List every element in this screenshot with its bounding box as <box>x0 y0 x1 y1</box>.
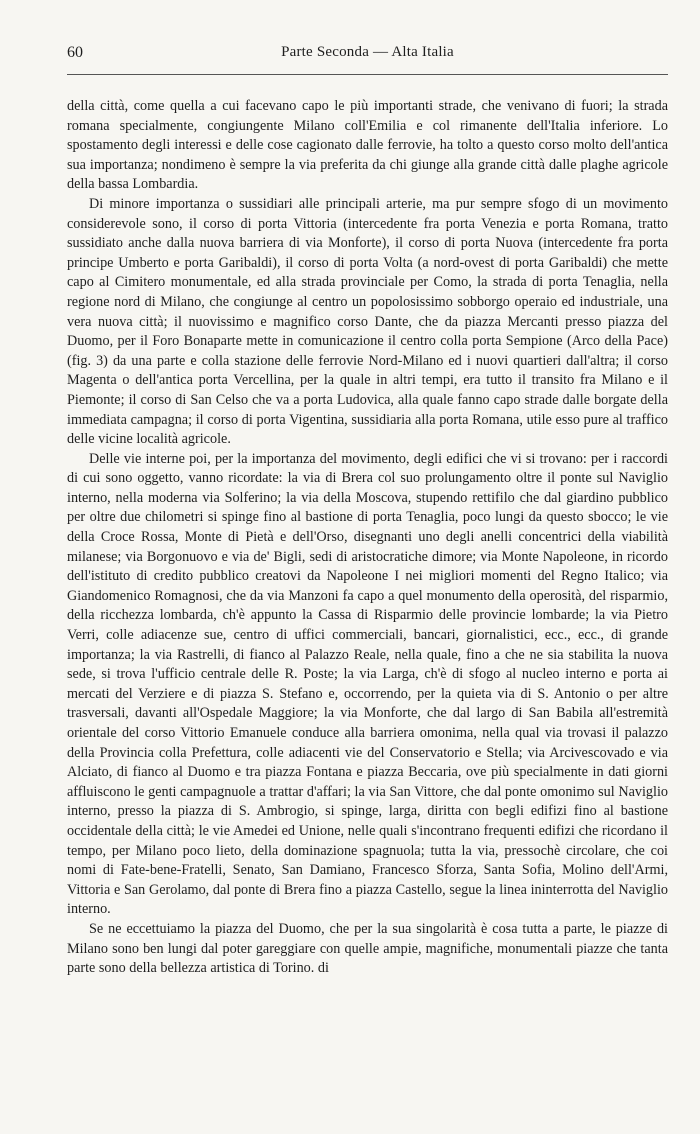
paragraph: Di minore importanza o sussidiari alle principali arterie, ma pur sempre sfogo di un movimento considerevole sono, il corso di porta Vittoria (intercedente fra porta Venezia e porta Romana, tratto sussidiato anche dalla nuova barriera di via Monforte), il corso di porta Nuova (intercedente fra porta principe Umberto e porta Garibaldi), il corso di porta Volta (a nord-ovest di porta Garibaldi) che mette capo al Cimitero monumentale, ed alla strada provinciale per Como, la strada di porta Tenaglia, nella regione nord di Milano, che congiunge al centro un popolosissimo sobborgo operaio ed industriale, una vera nuova città; il nuovissimo e magnifico corso Dante, che da piazza Mercanti presso piazza del Duomo, per il Foro Bonaparte mette in comunicazione il centro colla porta Sempione (Arco della Pace) (fig. 3) da una parte e colla stazione delle ferrovie Nord-Milano ed i nuovi quartieri dall'altra; il corso Magenta o dell'antica porta Vercellina, per la quale in altri tempi, era tutto il transito fra Milano e il Piemonte; il corso di San Celso che va a porta Ludovica, alla quale fanno capo strade dalle borgate della immediata campagna; il corso di porta Vigentina, sussidiaria alla porta Romana, utile esso pure al traffico delle vicine località agricole. <box>67 195 668 448</box>
book-page <box>67 44 668 979</box>
running-title: Parte Seconda — Alta Italia <box>281 44 454 60</box>
paragraph: Se ne eccettuiamo la piazza del Duomo, che per la sua singolarità è cosa tutta a parte, le piazze di Milano sono ben lungi dal poter gareggiare con quelle ampie, magnifiche, monumentali piazze che tanta parte sono della bellezza artistica di Torino. di <box>67 920 668 977</box>
paragraph: della città, come quella a cui facevano capo le più importanti strade, che venivano di fuori; la strada romana specialmente, congiungente Milano coll'Emilia e col rimanente dell'Italia inferiore. Lo spostamento degli interessi e delle cose cagionato dalle ferrovie, ha tolto a questo corso molto dell'antica sua importanza; nondimeno è sempre la via preferita da chi giunge alla grande città dalle plaghe agricole della bassa Lombardia. <box>67 98 668 193</box>
page-number: 60 <box>67 44 83 61</box>
paragraph: Delle vie interne poi, per la importanza del movimento, degli edifici che vi si trovano: per i raccordi di cui sono oggetto, vanno ricordate: la via di Brera col suo prolungamento oltre il ponte sul Naviglio interno, nella moderna via Solferino; la via della Moscova, stupendo rettifilo che dal giardino pubblico per oltre due chilometri si spinge fino al bastione di porta Tenaglia, poco lungi da questo sbocco; le vie della Croce Rossa, Monte di Pietà e dell'Orso, disegnanti uno degli anelli concentrici della viabilità milanese; via Borgonuovo e via de' Bigli, sedi di aristocratiche dimore; via Monte Napoleone, in ricordo dell'istituto di credito pubblico creatovi da Napoleone I nei migliori momenti del Regno Italico; via Giandomenico Romagnosi, che da via Manzoni fa capo a quel monumento della operosità, del risparmio, della ricchezza lombarda, ch'è appunto la Cassa di Risparmio delle provincie lombarde; la via Pietro Verri, colle adiacenze sue, centro di uffici commerciali, bancari, giornalistici, ecc., ecc., di grande importanza; la via Rastrelli, di fianco al Palazzo Reale, nella quale, fino a che ne sia stabilita la nuova sede, si trova l'ufficio centrale delle R. Poste; la via Larga, ch'è di sfogo al nucleo interno e porta ai mercati del Verziere e di piazza S. Stefano e, occorrendo, per la quieta via di S. Antonio o per altre trasversali, davanti all'Ospedale Maggiore; la via Monforte, che dal largo di San Babila all'estremità orientale del corso Vittorio Emanuele conduce alla barriera omonima, nella qual via trovasi il palazzo della Provincia colla Prefettura, colle adiacenti vie del Conservatorio e Stella; via Arcivescovado e via Alciato, di fianco al Duomo e tra piazza Fontana e piazza Beccaria, ove più specialmente in dati giorni affluiscono le genti campagnuole a trattar d'affari; la via San Vittore, che dal ponte omonimo sul Naviglio interno, presso la piazza di S. Ambrogio, si spinge, larga, diritta con begli edifizi fino al bastione occidentale della città; le vie Amedei ed Unione, nelle quali s'incontrano frequenti edifizi che ricordano il tempo, per Milano poco lieto, della dominazione spagnuola; tutta la via, pressochè circolare, che coi nomi di Fate-bene-Fratelli, Senato, San Damiano, Francesco Sforza, Santa Sofia, Molino dell'Armi, Vittoria e San Gerolamo, dal ponte di Brera fino a piazza Castello, segue la linea ininterrotta del Naviglio interno. <box>67 450 668 918</box>
running-header <box>67 44 668 68</box>
header-rule <box>67 74 668 75</box>
body-text <box>67 97 668 979</box>
